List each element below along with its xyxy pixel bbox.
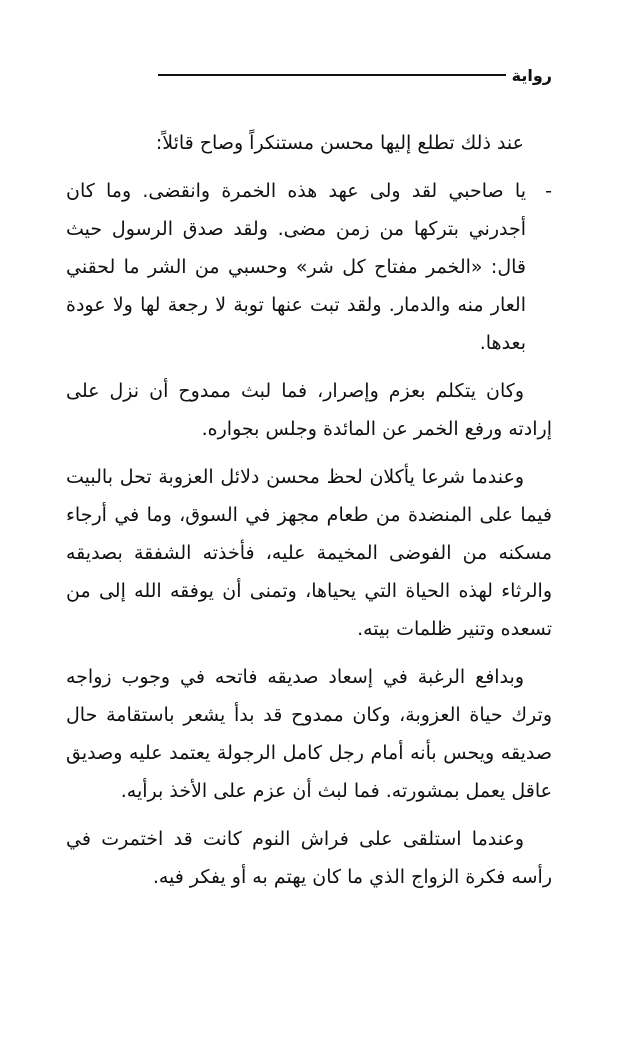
paragraph-4: وعندما شرعا يأكلان لحظ محسن دلائل العزوبة تحل بالبيت فيما على المنضدة من طعام مجهز في السوق، وما في أرجاء مسكنه من الفوضى المخيمة عليه، فأخذته الشفقة بصديقه والرثاء لهذه الحياة التي يحياها، وتمنى أن يوفقه الله إلى من تسعده وتنير ظلمات بيته. [66,466,552,640]
header-rule [158,74,506,76]
dialog-text: يا صاحبي لقد ولى عهد هذه الخمرة وانقضى. وما كان أجدرني بتركها من زمن مضى. ولقد صدق الرسول حيث قال: «الخمر مفتاح كل شر» وحسبي من الشر ما لحقني العار منه والدمار. ولقد تبت عنها توبة لا رجعة لها ولا عودة بعدها. [66,180,526,354]
dialog-dash: - [545,180,552,202]
paragraph-5: وبدافع الرغبة في إسعاد صديقه فاتحه في وجوب زواجه وترك حياة العزوبة، وكان ممدوح قد بدأ يشعر باستقامة حال صديقه ويحس بأنه أمام رجل كامل الرجولة يعتمد عليه وصديق عاقل يعمل بمشورته. فما لبث أن عزم على الأخذ برأيه. [66,666,552,802]
paragraph-3: وكان يتكلم بعزم وإصرار، فما لبث ممدوح أن نزل على إرادته ورفع الخمر عن المائدة وجلس بجواره. [66,380,552,440]
paragraph-dialog [66,172,552,362]
paragraph-intro: عند ذلك تطلع إليها محسن مستنكراً وصاح قائلاً: [155,132,524,154]
running-header [158,60,552,90]
body-text [66,124,552,906]
paragraph-6: وعندما استلقى على فراش النوم كانت قد اختمرت في رأسه فكرة الزواج الذي ما كان يهتم به أو يفكر فيه. [66,828,552,888]
header-label: رواية [511,65,552,85]
